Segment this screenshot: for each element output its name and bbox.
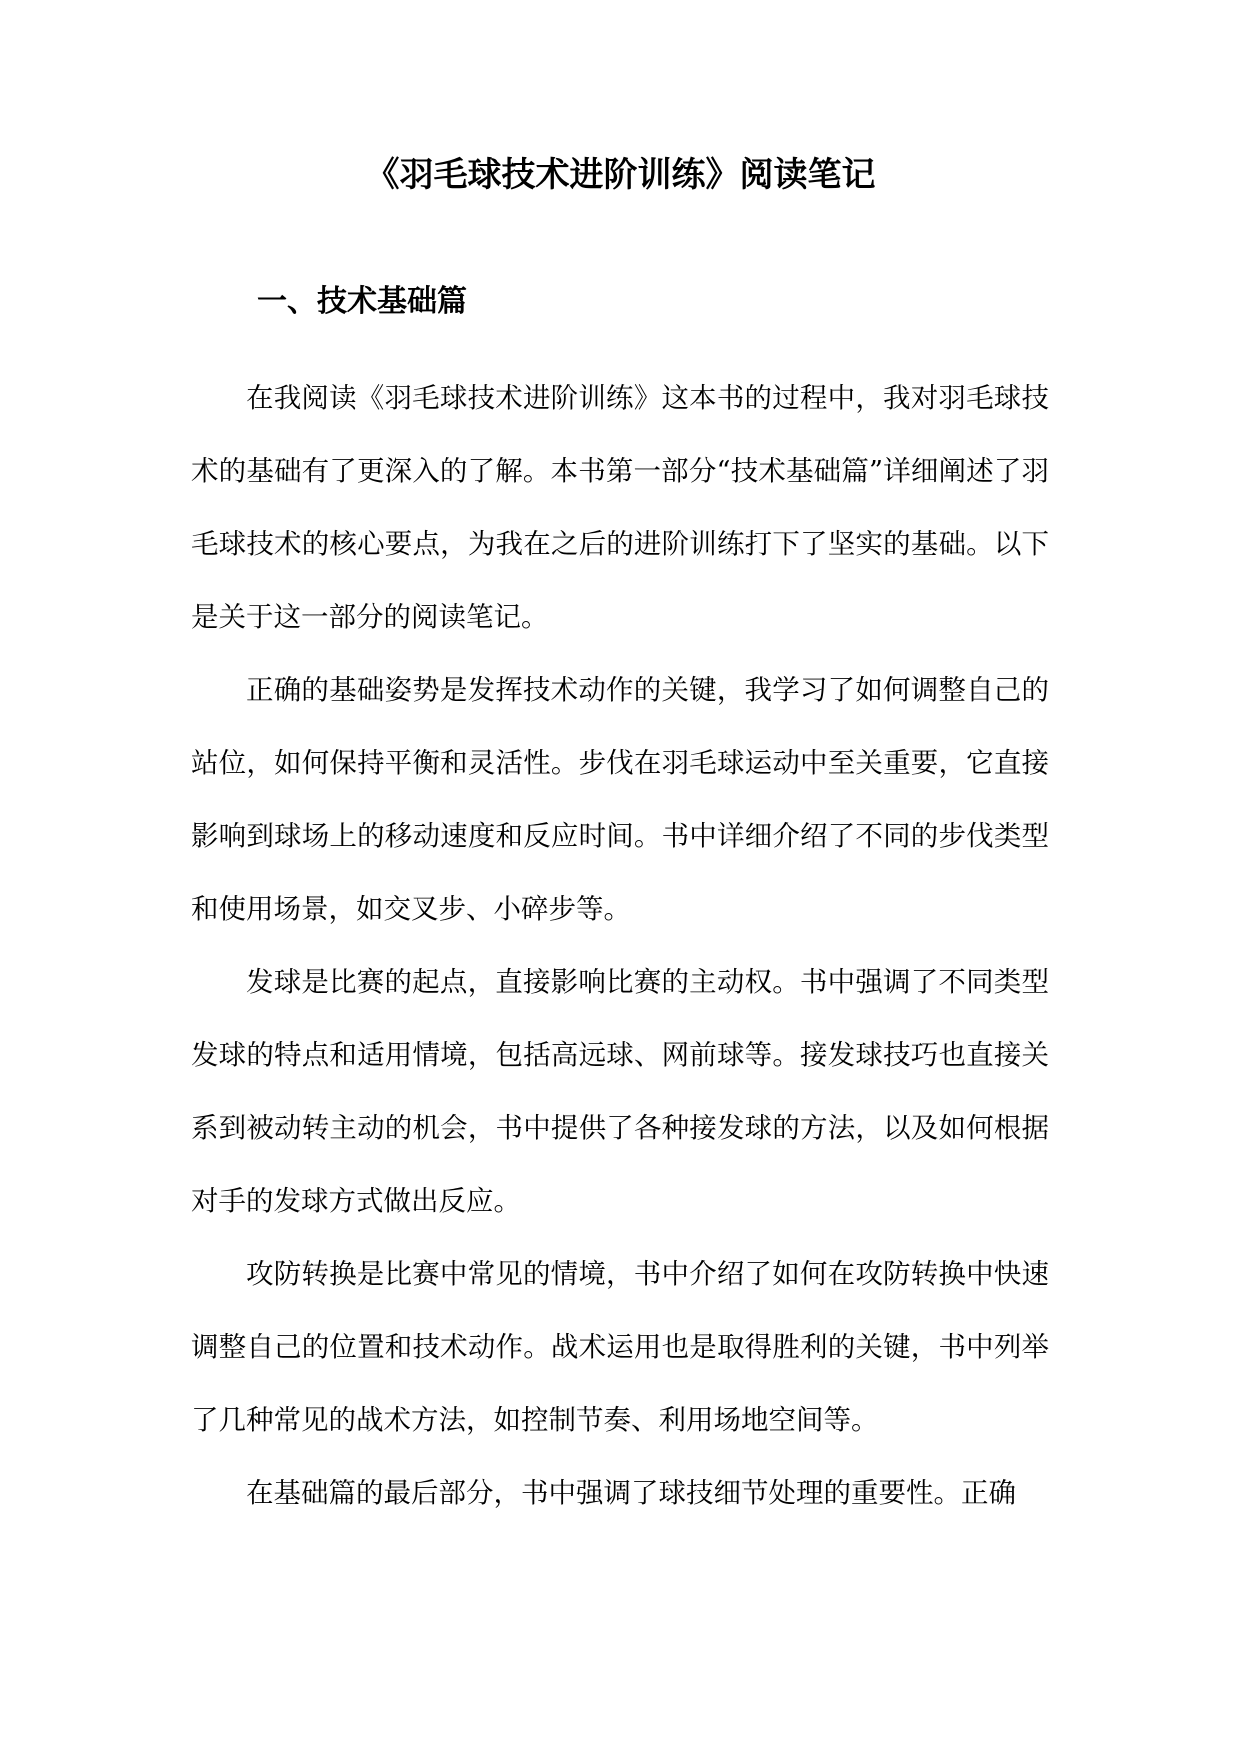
body-text (191, 362, 1049, 1530)
paragraph: 在基础篇的最后部分，书中强调了球技细节处理的重要性。正确 (246, 1477, 1016, 1509)
paragraph: 在我阅读《羽毛球技术进阶训练》这本书的过程中，我对羽毛球技术的基础有了更深入的了解。本书第一部分“技术基础篇”详细阐述了羽毛球技术的核心要点，为我在之后的进阶训练打下了坚实的基础。以下是关于这一部分的阅读笔记。 (191, 382, 1049, 633)
document-title: 《羽毛球技术进阶训练》阅读笔记 (365, 155, 876, 195)
paragraph: 攻防转换是比赛中常见的情境，书中介绍了如何在攻防转换中快速调整自己的位置和技术动作。战术运用也是取得胜利的关键，书中列举了几种常见的战术方法，如控制节奏、利用场地空间等。 (191, 1258, 1049, 1436)
paragraph: 发球是比赛的起点，直接影响比赛的主动权。书中强调了不同类型发球的特点和适用情境，包括高远球、网前球等。接发球技巧也直接关系到被动转主动的机会，书中提供了各种接发球的方法，以及如何根据对手的发球方式做出反应。 (191, 966, 1049, 1217)
paragraph: 正确的基础姿势是发挥技术动作的关键，我学习了如何调整自己的站位，如何保持平衡和灵活性。步伐在羽毛球运动中至关重要，它直接影响到球场上的移动速度和反应时间。书中详细介绍了不同的步伐类型和使用场景，如交叉步、小碎步等。 (191, 674, 1049, 925)
section-heading: 一、技术基础篇 (257, 284, 467, 319)
